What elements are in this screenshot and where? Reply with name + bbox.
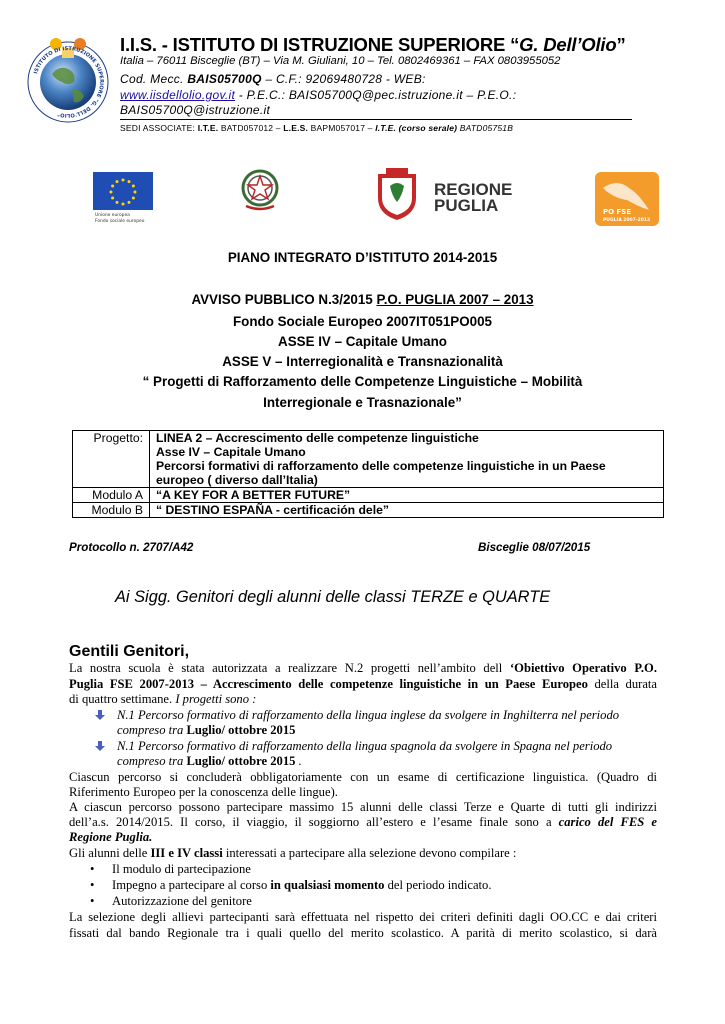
regione-puglia-wordmark: REGIONE PUGLIA (434, 180, 513, 215)
paragraph-5-line-2: fissati dal bando Regionale tra i quali quello del merito scolastico. A parità di merito scolastico, si darà (69, 926, 657, 940)
website-link[interactable]: www.iisdellolio.gov.it (120, 88, 236, 102)
school-contacts: www.iisdellolio.gov.it - P.E.C.: BAIS05700Q@pec.istruzione.it – P.E.O.: (120, 88, 517, 102)
progetto-value: LINEA 2 – Accrescimento delle competenze linguistiche Asse IV – Capitale Umano Percorsi formativi di rafforzamento delle competenze linguistiche in un Paese europeo ( diverso dall’Italia) (150, 431, 664, 488)
school-globe-logo (22, 24, 114, 132)
progetti-title-1: “ Progetti di Rafforzamento delle Competenze Linguistiche – Mobilità (142, 374, 583, 389)
protocol-date: Bisceglie 08/07/2015 (478, 541, 591, 554)
progetti-title-2: Interregionale e Trasnazionale” (263, 395, 462, 410)
asse-iv-title: ASSE IV – Capitale Umano (278, 334, 447, 349)
bullet-item-3: • Autorizzazione del genitore (90, 894, 252, 908)
arrow-bullet-icon (95, 710, 105, 720)
paragraph-2-line-2: Riferimento Europeo per la conoscenza delle lingue). (69, 785, 338, 799)
paragraph-2-line-1: Ciascun percorso si concluderà obbligatoriamente con un esame di certificazione linguistica. (Quadro di (69, 770, 657, 784)
fondo-title: Fondo Sociale Europeo 2007IT051PO005 (233, 314, 492, 329)
avviso-title: AVVISO PUBBLICO N.3/2015 P.O. PUGLIA 2007 – 2013 (191, 292, 534, 307)
eu-flag-logo (93, 172, 153, 224)
list-item-2-line-2: compreso tra Luglio/ ottobre 2015 . (117, 754, 302, 768)
list-item-2-line-1: N.1 Percorso formativo di rafforzamento della lingua spagnola da svolgere in Spagna nel periodo (117, 739, 613, 753)
eu-caption-1: Unione europea (95, 213, 130, 218)
paragraph-1-line-2: Puglia FSE 2007-2013 – Accrescimento delle competenze linguistiche in un Paese Europeo della durata (69, 677, 657, 691)
modulo-b-value: “ DESTINO ESPAÑA - certificación dele” (150, 503, 664, 518)
paragraph-3-line-1: A ciascun percorso possono partecipare massimo 15 alunni delle classi Terze e Quarte di tutti gli indirizzi (69, 800, 657, 814)
list-item-1-line-1: N.1 Percorso formativo di rafforzamento della lingua inglese da svolgere in Inghilterra nel periodo (117, 708, 620, 722)
paragraph-4: Gli alunni delle III e IV classi interessati a partecipare alla selezione devono compilare : (69, 846, 517, 860)
modulo-a-value: “A KEY FOR A BETTER FUTURE” (150, 488, 664, 503)
bullet-item-2: • Impegno a partecipare al corso in qualsiasi momento del periodo indicato. (90, 878, 492, 892)
bullet-item-1: • Il modulo di partecipazione (90, 862, 251, 876)
progetto-label: Progetto: (73, 431, 150, 488)
eu-caption-2: Fondo sociale europeo (95, 219, 145, 224)
school-peo: BAIS05700Q@istruzione.it (120, 103, 271, 117)
paragraph-1-line-3: di quattro settimane. I progetti sono : (69, 692, 257, 706)
modulo-b-label: Modulo B (73, 503, 150, 518)
porfse-label-1: PO FSE (603, 208, 632, 216)
paragraph-3-line-2: dell’a.s. 2014/2015. Il corso, il viaggio, il soggiorno all’estero e l’esame finale sono a carico del FES e (69, 815, 657, 829)
greeting: Gentili Genitori, (69, 643, 190, 660)
piano-title: PIANO INTEGRATO D’ISTITUTO 2014-2015 (227, 250, 498, 265)
addressee-heading: Ai Sigg. Genitori degli alunni delle classi TERZE e QUARTE (115, 588, 551, 606)
puglia-coat-of-arms (372, 166, 422, 222)
list-item-1-line-2: compreso tra Luglio/ ottobre 2015 (117, 723, 296, 737)
italian-republic-emblem (238, 166, 282, 214)
protocol-number: Protocollo n. 2707/A42 (69, 541, 194, 554)
paragraph-3-line-3: Regione Puglia. (69, 830, 153, 844)
logo-ring-text: ISTITUTO DI ISTRUZIONE SUPERIORE "G. DELL'OLIO" (33, 45, 105, 119)
modulo-a-label: Modulo A (73, 488, 150, 503)
paragraph-5-line-1: La selezione degli allievi partecipanti sarà effettuata nel rispetto dei criteri definiti dagli OO.CC e dai criteri (69, 910, 657, 924)
header-divider (120, 119, 632, 120)
table-row (73, 431, 664, 488)
po-fse-puglia-logo (595, 172, 659, 226)
porfse-label-2: PUGLIA 2007-2013 (603, 218, 651, 223)
arrow-bullet-icon (95, 741, 105, 751)
project-table (72, 430, 664, 518)
school-codes: Cod. Mecc. BAIS05700Q – C.F.: 92069480728 - WEB: (120, 72, 426, 86)
school-title: I.I.S. - ISTITUTO DI ISTRUZIONE SUPERIORE “G. Dell’Olio” (120, 34, 626, 55)
asse-v-title: ASSE V – Interregionalità e Transnazionalità (222, 354, 503, 369)
table-row (73, 488, 664, 503)
table-row (73, 503, 664, 518)
paragraph-1-line-1: La nostra scuola è stata autorizzata a realizzare N.2 progetti nell’ambito dell ‘Obiettivo Operativo P.O. (69, 661, 657, 675)
associated-sites: SEDI ASSOCIATE: I.T.E. BATD057012 – L.E.S. BAPM057017 – I.T.E. (corso serale) BATD05751B (120, 123, 514, 133)
school-address: Italia – 76011 Bisceglie (BT) – Via M. Giuliani, 10 – Tel. 0802469361 – FAX 0803955052 (120, 55, 561, 67)
